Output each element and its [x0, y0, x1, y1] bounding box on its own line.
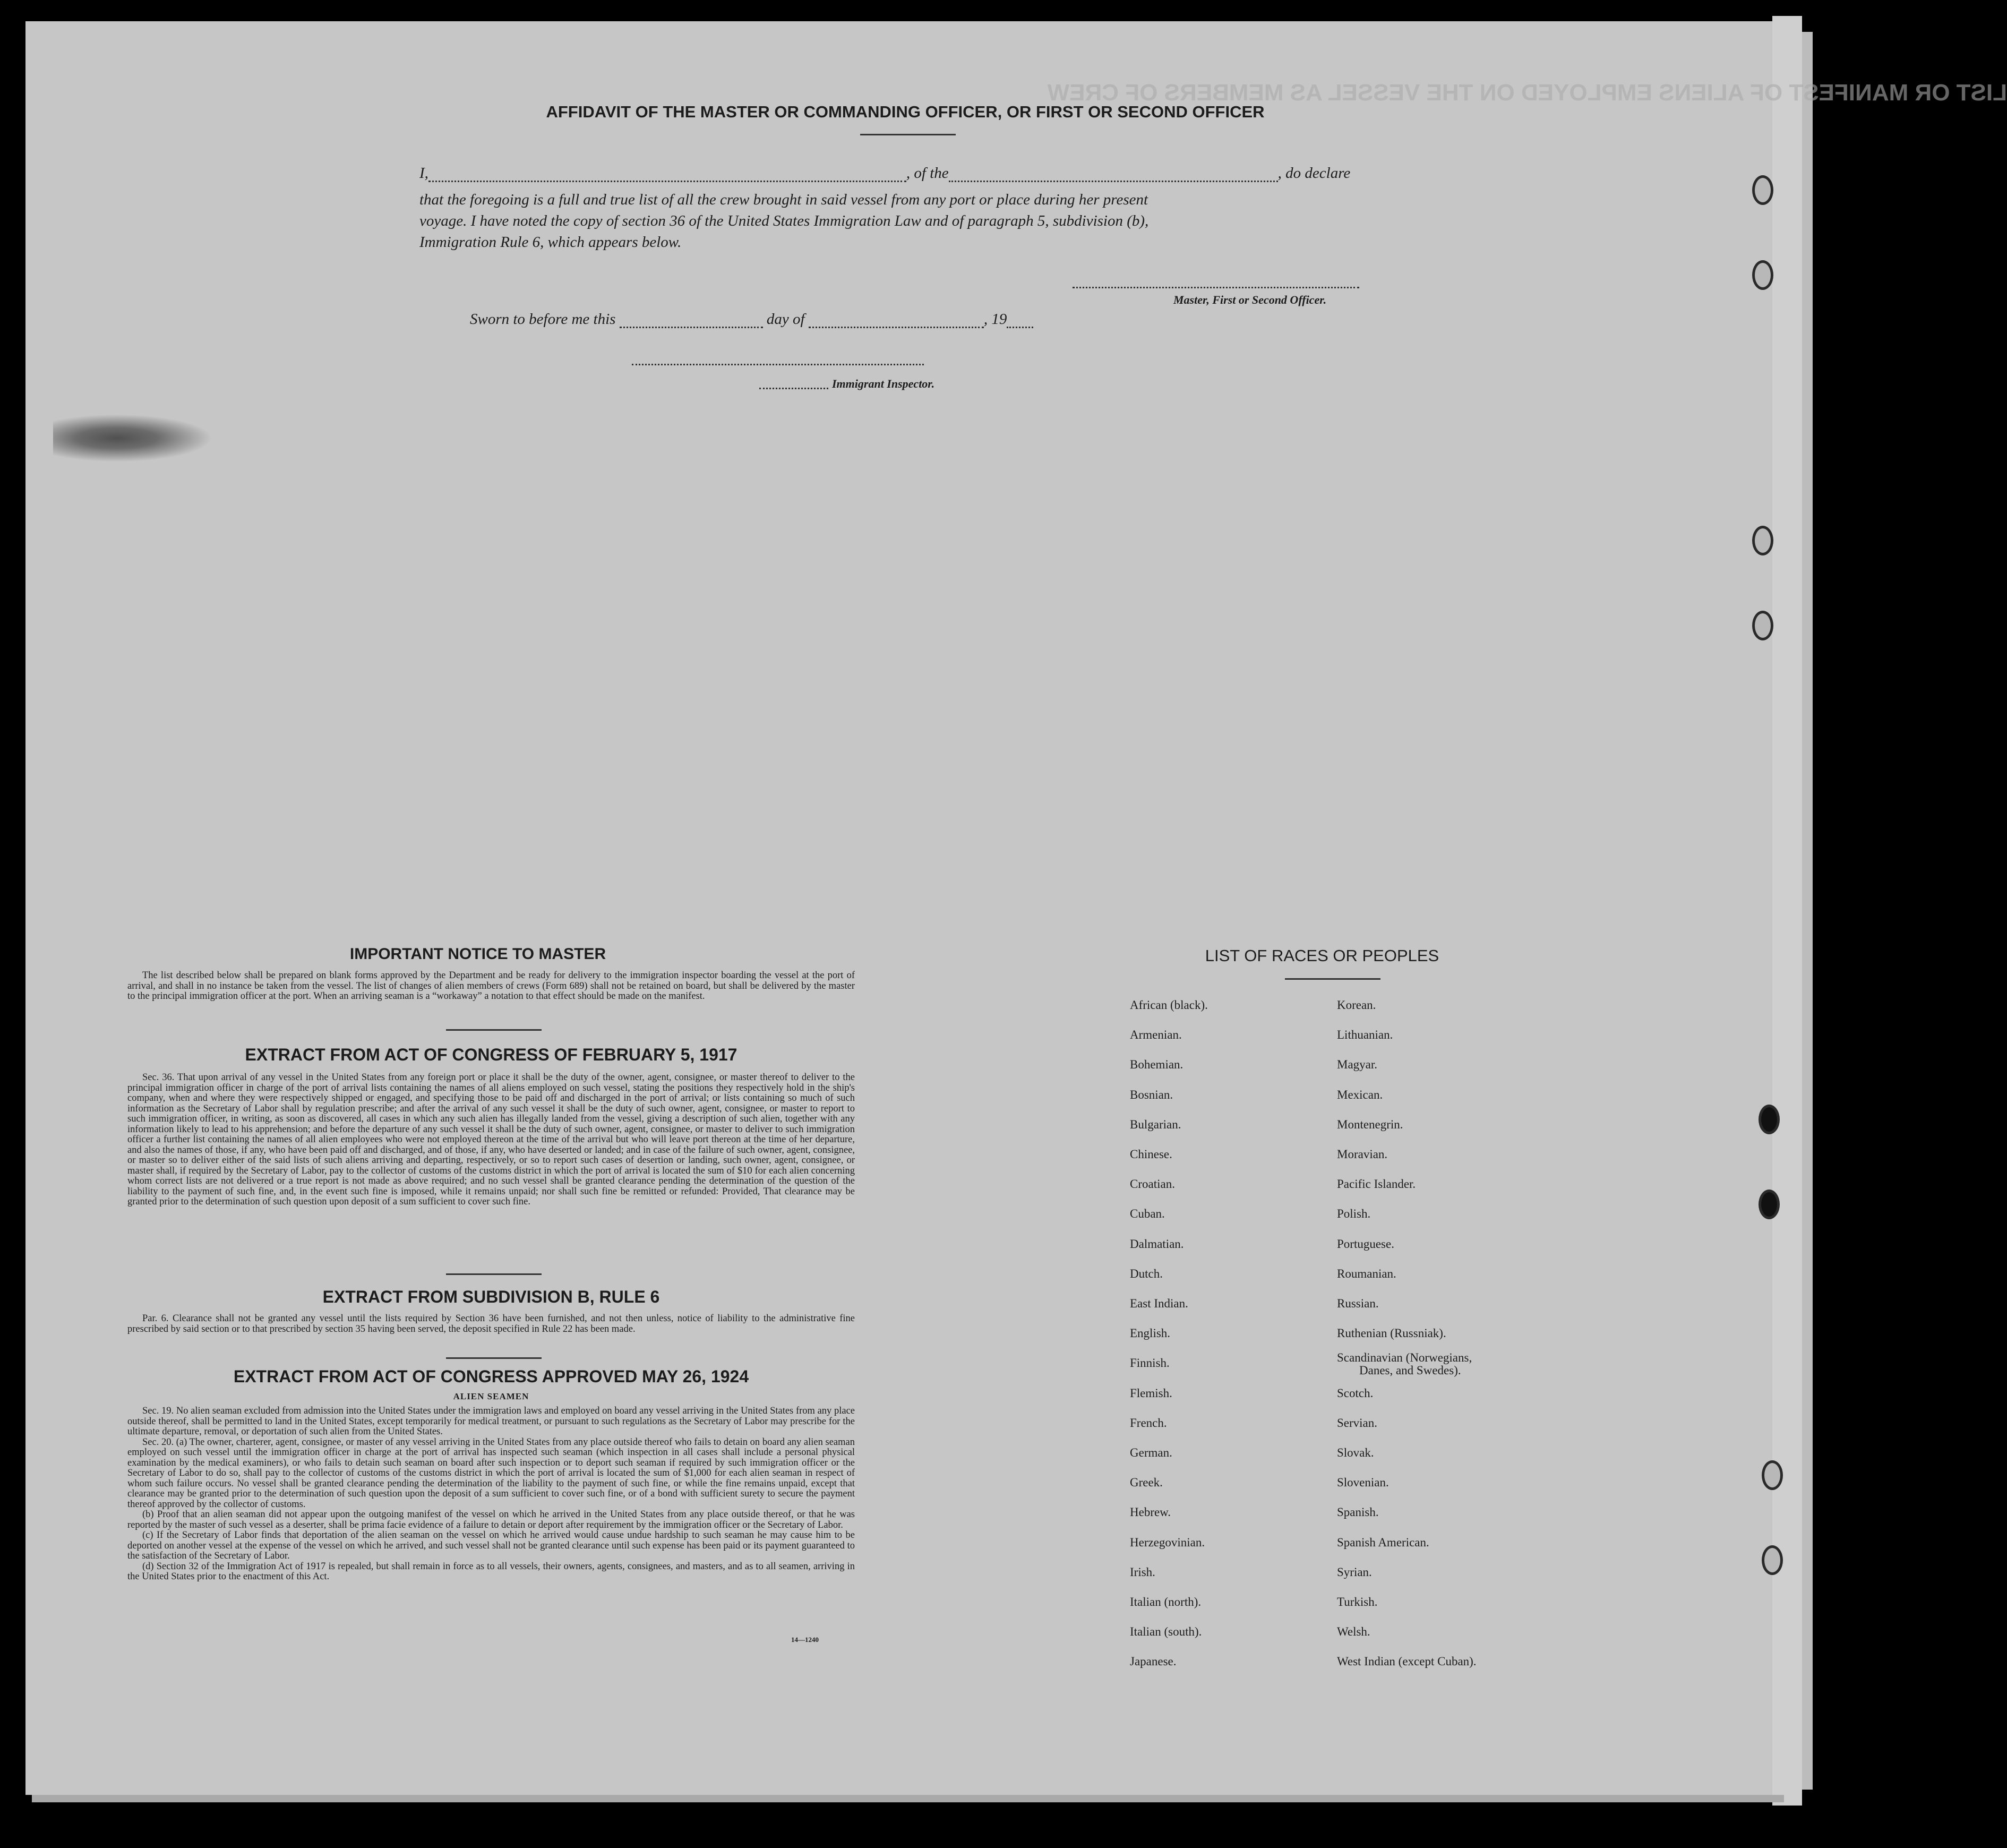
race-item: Korean. [1337, 998, 1376, 1012]
race-item: Hebrew. [1130, 1505, 1171, 1519]
section-19-text: Sec. 19. No alien seaman excluded from admission into the United States under the immigration laws and employed on board any vessel arriving in the United States from any place outside thereof, shall be permitted to land in the United States, except temporarily for medical treatment, or pursuant to such regulations as the Secretary of Labor may prescribe for the ultimate departure, removal, or deportation of such alien from the United States. [127, 1406, 855, 1437]
race-item: Roumanian. [1337, 1267, 1396, 1280]
section-20b-text: (b) Proof that an alien seaman did not appear upon the outgoing manifest of the vessel on which he arrived in the United States from any place outside thereof, or that he was reported by the master of such vessel as a deserter, shall be prima facie evidence of a failure to detain or deport after requirement by the immigration officer or the Secretary of Labor. [127, 1509, 855, 1530]
race-item: Flemish. [1130, 1386, 1172, 1400]
race-item: Herzegovinian. [1130, 1535, 1205, 1549]
race-item: Ruthenian (Russniak). [1337, 1327, 1446, 1340]
form-number: 14—1240 [791, 1636, 819, 1644]
affidavit-of-the: , of the [906, 165, 949, 182]
bleed-through-text: LIST OR MANIFEST OF ALIENS EMPLOYED ON THE VESSEL AS MEMBERS OF CREW [1047, 80, 2007, 106]
section-36-text: Sec. 36. That upon arrival of any vessel in the United States from any foreign port or place it shall be the duty of the owner, agent, consignee, or master thereof to deliver to the principal immigration officer in charge of the port of arrival lists containing the names of all aliens employed on such vessel, stating the positions they respectively hold in the ship's company, when and where they were respectively shipped or engaged, and specifying those to be paid off and discharged in the port of arrival; or lists containing so much of such information as the Secretary of Labor shall by regulation prescribe; and after the arrival of any such vessel it shall be the duty of such owner, agent, consignee, or master to report to such immigration officer, in writing, as soon as discovered, all cases in which any such alien has illegally landed from the vessel, giving a description of such alien, together with any information likely to lead to his apprehension; and before the departure of any such vessel it shall be the duty of such owner, agent, consignee, or master to deliver to such immigration officer a further list containing the names of all alien employees who were not employed thereon at the time of the arrival but who will leave port thereon at the time of her departure, and also the names of those, if any, who have been paid off and discharged, and of those, if any, who have deserted or landed; and in case of the failure of such owner, agent, consignee, or master so to deliver either of the said lists of such aliens arriving and departing, respectively, or so to report such cases of desertion or landing, such owner, agent, consignee, or master shall, if required by the Secretary of Labor, pay to the collector of customs of the customs district in which the port of arrival is located the sum of $10 for each alien concerning whom correct lists are not delivered or a true report is not made as above required; and no such vessel shall be granted clearance pending the determination of the question of the liability to the payment of such fine, and, in the event such fine is imposed, while it remains unpaid; nor shall such fine be remitted or refunded: Provided, That clearance may be granted prior to the determination of such question upon deposit of a sum sufficient to cover such fine. [127, 1072, 855, 1207]
race-item: Spanish American. [1337, 1535, 1429, 1549]
notice-text: The list described below shall be prepared on blank forms approved by the Department and be ready for delivery to the immigration inspector boarding the vessel at the port of arrival, and shall in no instance be taken from the vessel. The list of changes of alien members of crews (Form 689) shall not be retained on board, but shall be delivered by the master to the principal immigration officer at the port. When an arriving seaman is a “workaway” a notation to that effect should be made on the manifest. [127, 970, 855, 1002]
race-item: Bohemian. [1130, 1058, 1183, 1072]
race-item: Bosnian. [1130, 1088, 1173, 1101]
race-item: Dalmatian. [1130, 1237, 1184, 1251]
race-item: Japanese. [1130, 1655, 1177, 1669]
alien-seamen-subtitle: ALIEN SEAMEN [453, 1391, 529, 1401]
race-item: Montenegrin. [1337, 1117, 1403, 1131]
race-item: Cuban. [1130, 1207, 1165, 1221]
race-item-continuation: Danes, and Swedes). [1359, 1364, 1461, 1378]
race-item: Lithuanian. [1337, 1028, 1393, 1042]
paragraph-6-text: Par. 6. Clearance shall not be granted any vessel until the lists required by Section 36 have been furnished, and not then unless, notice of liability to the administrative fine prescribed by said section or to that prescribed by section 35 having been served, the deposit specified in Rule 22 has been made. [127, 1313, 855, 1334]
race-item: Russian. [1337, 1297, 1379, 1310]
affidavit-line-2: that the foregoing is a full and true list of all the crew brought in said vessel from any port or place during her present [419, 191, 1148, 208]
section-20d-text: (d) Section 32 of the Immigration Act of 1917 is repealed, but shall remain in force as to all vessels, their owners, agents, consignees, and masters, and as to all seamen, arriving in the United States prior to the enactment of this Act. [127, 1561, 855, 1582]
race-item: Turkish. [1337, 1595, 1378, 1609]
race-item: Moravian. [1337, 1148, 1388, 1161]
race-item: East Indian. [1130, 1297, 1188, 1310]
inspector-label: Immigrant Inspector. [832, 377, 935, 390]
sworn-label: Sworn to before me this [470, 311, 616, 328]
race-item: Italian (north). [1130, 1595, 1202, 1609]
race-item: African (black). [1130, 998, 1208, 1012]
race-item: English. [1130, 1327, 1171, 1340]
section-20c-text: (c) If the Secretary of Labor finds that deportation of the alien seaman on the vessel on which he arrived would cause undue hardship to such seaman he may cause him to be deported on another vessel at the expense of the vessel on which he arrived, and such vessel shall not be granted clearance until such expense has been paid or its payment guaranteed to the satisfaction of the Secretary of Labor. [127, 1530, 855, 1561]
race-item: Bulgarian. [1130, 1117, 1181, 1131]
race-item: Polish. [1337, 1207, 1371, 1221]
day-of-label: day of [766, 311, 805, 328]
extract-1917-title: EXTRACT FROM ACT OF CONGRESS OF FEBRUARY 5, 1917 [245, 1045, 737, 1064]
race-item: Dutch. [1130, 1267, 1163, 1280]
race-item: Finnish. [1130, 1356, 1170, 1370]
races-title: LIST OF RACES OR PEOPLES [1205, 946, 1439, 965]
master-signature-label: Master, First or Second Officer. [1173, 293, 1327, 306]
race-item: French. [1130, 1416, 1167, 1430]
race-item: Portuguese. [1337, 1237, 1394, 1251]
race-item: Slovenian. [1337, 1476, 1389, 1490]
race-item: Scandinavian (Norwegians, [1337, 1351, 1472, 1365]
affidavit-title: AFFIDAVIT OF THE MASTER OR COMMANDING OFFICER, OR FIRST OR SECOND OFFICER [546, 102, 1265, 121]
race-item: Spanish. [1337, 1505, 1379, 1519]
race-item: West Indian (except Cuban). [1337, 1655, 1477, 1669]
race-item: Slovak. [1337, 1446, 1374, 1459]
race-item: German. [1130, 1446, 1172, 1459]
race-item: Welsh. [1337, 1625, 1370, 1639]
race-item: Magyar. [1337, 1058, 1378, 1072]
affidavit-i: I, [419, 165, 428, 182]
race-item: Chinese. [1130, 1148, 1172, 1161]
race-item: Croatian. [1130, 1177, 1175, 1191]
race-item: Italian (south). [1130, 1625, 1202, 1639]
extract-1924-title: EXTRACT FROM ACT OF CONGRESS APPROVED MAY 26, 1924 [233, 1367, 749, 1386]
affidavit-declare: , do declare [1277, 165, 1351, 182]
section-20a-text: Sec. 20. (a) The owner, charterer, agent, consignee, or master of any vessel arriving in the United States from any place outside thereof who fails to detain on board any alien seaman employed on such vessel until the immigration officer in charge at the port of arrival has inspected such seaman (which inspection in all cases shall include a personal physical examination by the medical examiners), or who fails to detain such seaman on board after such inspection or to deport such seaman if required by such immigration officer or the Secretary of Labor to do so, shall pay to the collector of customs of the customs district in which the port of arrival is located the sum of $1,000 for each alien seaman in respect of whom such failure occurs. No vessel shall be granted clearance pending the determination of the liability to the payment of such fine, or while the fine remains unpaid, except that clearance may be granted prior to the determination of such question upon the deposit of a sum sufficient to cover such fine, or of a bond with sufficient surety to secure the payment thereof approved by the collector of customs. [127, 1436, 855, 1510]
affidavit-line-3: voyage. I have noted the copy of section 36 of the United States Immigration Law and of paragraph 5, subdivision (b), [419, 212, 1149, 229]
race-item: Servian. [1337, 1416, 1378, 1430]
race-item: Syrian. [1337, 1565, 1372, 1579]
race-item: Greek. [1130, 1476, 1163, 1490]
year-label: , 19 [983, 311, 1007, 328]
race-item: Irish. [1130, 1565, 1155, 1579]
subdivision-title: EXTRACT FROM SUBDIVISION B, RULE 6 [322, 1287, 660, 1306]
race-item: Pacific Islander. [1337, 1177, 1416, 1191]
race-item: Scotch. [1337, 1386, 1374, 1400]
affidavit-line-4: Immigration Rule 6, which appears below. [419, 234, 682, 251]
race-item: Armenian. [1130, 1028, 1182, 1042]
race-item: Mexican. [1337, 1088, 1383, 1101]
notice-title: IMPORTANT NOTICE TO MASTER [349, 945, 606, 963]
